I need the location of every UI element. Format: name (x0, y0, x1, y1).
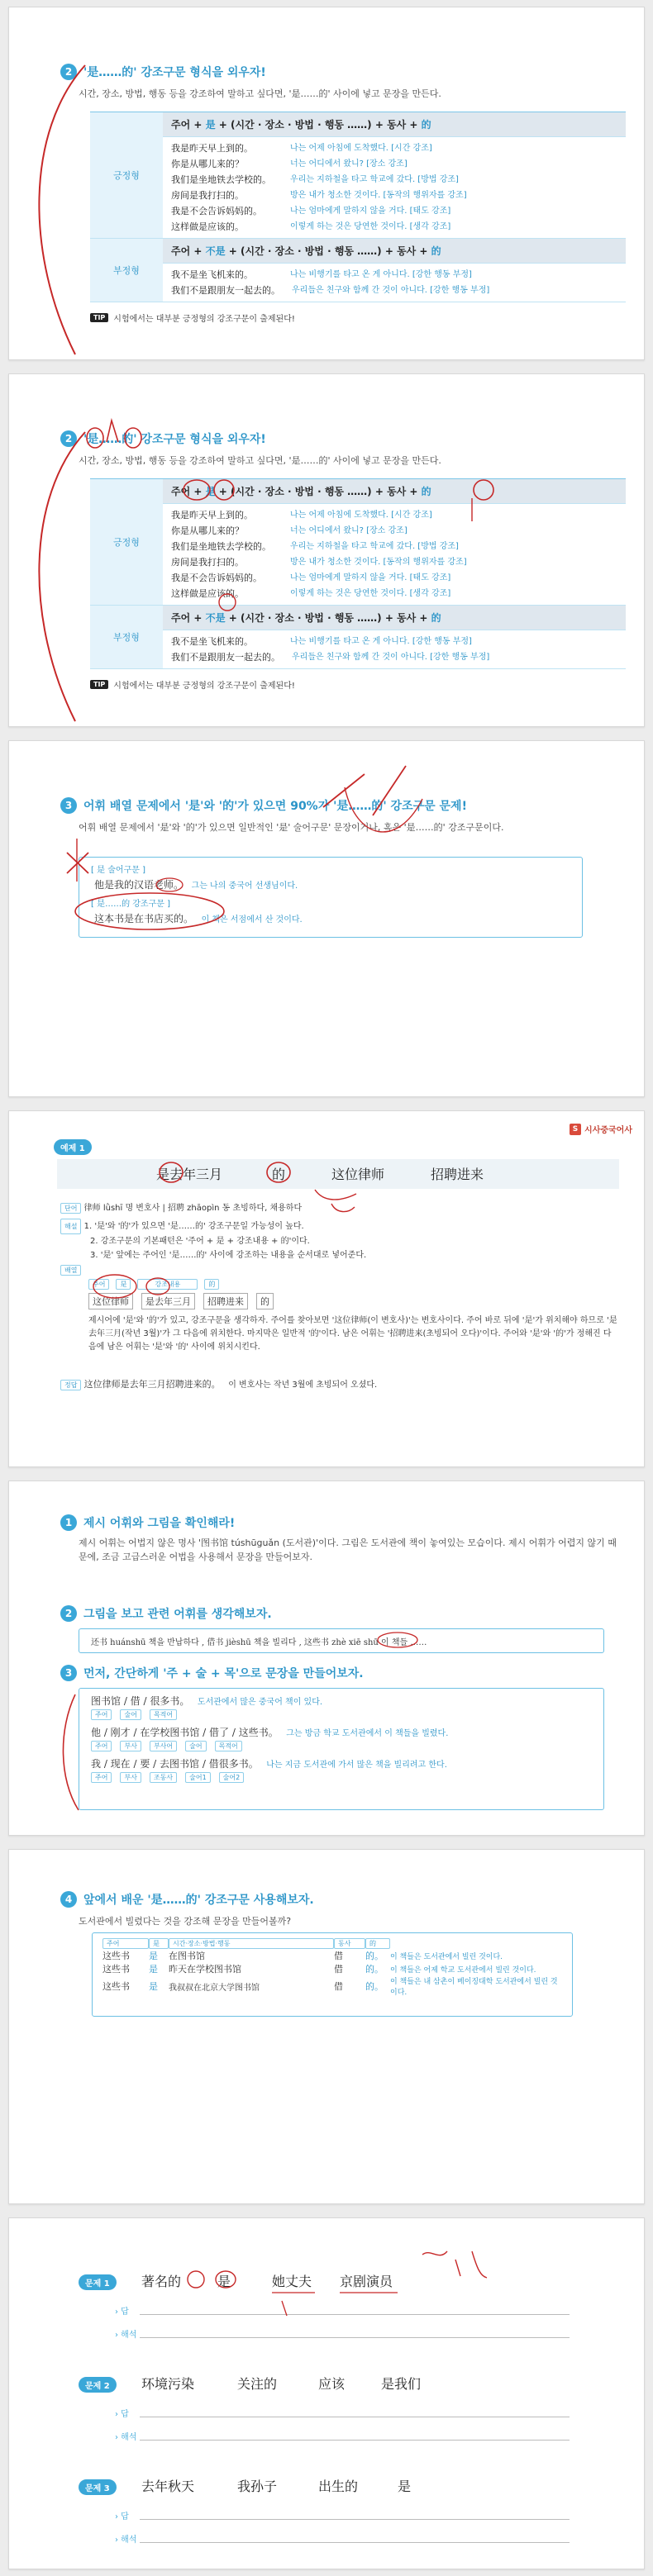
example-row: 我是昨天早上到的。 나는 어제 아침에 도착했다. [시간 강조] (171, 143, 432, 154)
tip-note: TIP 시험에서는 대부분 긍정형의 강조구문이 출제된다! (90, 311, 295, 324)
positive-label: 긍정형 (90, 479, 163, 606)
example-row: 你是从哪儿来的？ 너는 어디에서 왔니? [장소 강조] (171, 159, 408, 169)
section-title: '是……的' 강조구문 형식을 외우자! (83, 433, 266, 446)
example-zh-2: 这本书是在书店买的。 (94, 913, 194, 924)
question-badge: 문제 2 (79, 2377, 117, 2393)
step2-heading: 2 그림을 보고 관련 어휘를 생각해보자. (60, 1605, 272, 1622)
section4-heading: 4 앞에서 배운 '是……的' 강조구문 사용해보자. (60, 1891, 314, 1908)
word-chip: 去年秋天 (141, 2479, 195, 2494)
example-row: 我是不会告诉妈妈的。 나는 엄마에게 말하지 않을 거다. [태도 강조] (171, 206, 451, 216)
step1-desc: 제시 어휘는 어법지 않은 명사 '图书馆 túshūguǎn (도서관)'이다. 그림은 도서관에 책이 놓여있는 모습이다. 제시 어휘가 어렵지 않기 때문에, 조금 고급스러운 어법을 사용해서 문장을 만들어보자. (79, 1538, 617, 1563)
order-diagram: 배열 주어 是 강조내용 的 这位律师 是去年三月 招聘进来 的 (60, 1265, 274, 1309)
section-desc: 시간, 장소, 방법, 행동 등을 강조하여 말하고 싶다면, '是……的' 사이에 넣고 문장을 만든다. (79, 88, 441, 99)
word-chip: 她丈夫 (272, 2274, 312, 2289)
explain-label: › 해석 (115, 2331, 137, 2340)
diagram-tag: 的 (204, 1279, 219, 1290)
sentence-row: 我 / 现在 / 要 / 去图书馆 / 借很多书。 나는 지금 도서관에 가서 많은 책을 빌리려고 한다. 주어 부사 조동사 술어1 술어2 (91, 1758, 447, 1781)
explanation: 제시어에 '是'와 '的'가 있고, 강조구문을 생각하자. 주어를 찾아보면 '这位律师(이 변호사)'는 변호사이다. 주어 바로 뒤에 '是'가 위치해야 하므로 '是去年三月(작년 3월)'가 그 다음에 위치한다. 마지막은 일반적 '的'이다. 남은 어휘는 '招聘进来(초빙되어 오다)'이다. 주어와 '是'와 '的'가 정해진 다음에 남은 어휘는 '是'와 '的' 사이에 위치시킨다. (88, 1316, 617, 1352)
section-heading (60, 430, 266, 447)
explain-label: › 해석 (115, 2536, 137, 2545)
example-box (79, 857, 583, 938)
example-row: 我不是坐飞机来的。 나는 비행기를 타고 온 게 아니다. [강한 행동 부정] (171, 269, 472, 280)
pattern-page-1 (8, 7, 645, 360)
negative-rows (163, 264, 626, 302)
answer-line: 정답 这位律师是去年三月招聘进来的。 이 변호사는 작년 3월에 초빙되어 오셨다. (60, 1377, 377, 1390)
pattern-table (90, 478, 626, 669)
example-row: 房间是我打扫的。 방은 내가 청소한 것이다. [동작의 행위자를 강조] (171, 557, 467, 568)
negative-label: 부정형 (90, 239, 163, 302)
diagram-tag: 강조내용 (137, 1279, 198, 1290)
word-chip: 环境污染 (141, 2376, 195, 2392)
section-desc: 시간, 장소, 방법, 행동 등을 강조하여 말하고 싶다면, '是……的' 사이에 넣고 문장을 만든다. (79, 455, 441, 466)
positive-label: 긍정형 (90, 112, 163, 239)
sentence-row: 图书馆 / 借 / 很多书。 도서관에서 많은 중국어 책이 있다. 주어 술어 목적어 (91, 1695, 323, 1718)
example-badge: 예제 1 (54, 1139, 92, 1155)
example-ko-1: 그는 나의 중국어 선생님이다. (191, 882, 298, 891)
negative-label: 부정형 (90, 606, 163, 669)
section4-page (8, 1849, 645, 2204)
word-chip: 招聘进来 (431, 1167, 484, 1182)
publisher-logo: S 시사중국어사 (570, 1123, 632, 1135)
example-row: 我们不是跟朋友一起去的。 우리들은 친구와 함께 간 것이 아니다. [강한 행동 부정] (171, 285, 490, 296)
step1-heading: 1 제시 어휘와 그림을 확인해라! (60, 1514, 235, 1531)
pattern-grid: 주어 是 시간·장소·방법·행동 동사 的 这些书 是 在图书馆 借 的。 이 책들은 도서관에서 빌린 것이다. 这些书 是 昨天在学校图书馆 借 的。 이 책들은 어제 학교 도서관에서 빌린 것이다. 这些书 是 我叔叔在北京大学图书馆 借 的。 이 책들은 내 삼촌이 베이징대학 도서관에서 빌린 것이다. (102, 1940, 558, 1997)
pattern-page-2 (8, 373, 645, 727)
word-chip: 是我们 (381, 2376, 422, 2392)
vocab-box: 还书 huánshū 책을 반납하다 , 借书 jièshū 책을 빌리다 , 这些书 zhè xiē shū 이 책들 …… (79, 1628, 604, 1653)
section4-desc: 도서관에서 빌렸다는 것을 강조해 문장을 만들어볼까? (79, 1916, 292, 1927)
positive-formula: 주어 + 是 + (시간 · 장소 · 방법 · 행동 ……) + 동사 + 的 (163, 112, 626, 137)
steps-page (8, 1480, 645, 1836)
solve-steps: 해설 1. '是'와 '的'가 있으면 '是……的' 강조구문일 가능성이 높다. 2. 강조구문의 기본패턴은 '주어 + 是 + 강조내용 + 的'이다. 3. '是' 앞에는 주어인 '是……的' 사이에 강조하는 내용을 순서대로 넣어준다. (60, 1219, 366, 1262)
sentence-row: 他 / 刚才 / 在学校图书馆 / 借了 / 这些书。 그는 방금 학교 도서관에서 이 책들을 빌렸다. 주어 부사 부사어 술어 목적어 (91, 1727, 449, 1750)
explain-label: › 해석 (115, 2433, 137, 2442)
explain-line[interactable] (140, 2440, 570, 2441)
answer-line[interactable] (140, 2314, 570, 2315)
sentence-box (79, 1688, 604, 1810)
section3-page (8, 740, 645, 1097)
answer-line[interactable] (140, 2519, 570, 2520)
word-chip: 这位律师 (331, 1167, 385, 1182)
diagram-tag: 是 (116, 1279, 131, 1290)
example-row: 我是昨天早上到的。 나는 어제 아침에 도착했다. [시간 강조] (171, 510, 432, 520)
example-row: 我不是坐飞机来的。 나는 비행기를 타고 온 게 아니다. [강한 행동 부정] (171, 636, 472, 647)
diagram-tag: 주어 (88, 1279, 109, 1290)
explain-line[interactable] (140, 2337, 570, 2338)
example-row: 这样做是应该的。 이렇게 하는 것은 당연한 것이다. [생각 강조] (171, 221, 451, 232)
section-heading (60, 64, 266, 80)
diagram-word: 招聘进来 (203, 1293, 248, 1309)
example-row: 我们是坐地铁去学校的。 우리는 지하철을 타고 학교에 갔다. [방법 강조] (171, 541, 459, 552)
logo-mark: S (570, 1124, 581, 1135)
example-ko-2: 이 책은 서점에서 산 것이다. (201, 915, 303, 924)
negative-formula: 주어 + 不是 + (시간 · 장소 · 방법 · 행동 ……) + 동사 + 的 (163, 606, 626, 630)
step3-heading: 3 먼저, 간단하게 '주 + 술 + 목'으로 문장을 만들어보자. (60, 1665, 364, 1681)
section-number: 3 (60, 797, 77, 814)
positive-rows (163, 504, 626, 606)
handwritten-annotations (9, 2218, 645, 2569)
word-chip: 出生的 (318, 2479, 359, 2494)
box-label-1: [ 是 술어구문 ] (91, 866, 145, 875)
negative-rows (163, 630, 626, 669)
answer-label: › 답 (115, 2512, 129, 2521)
positive-rows (163, 137, 626, 239)
pattern-box (92, 1932, 573, 2017)
example-zh-1: 他是我的汉语老师。 (94, 879, 184, 891)
word-chip: 应该 (318, 2376, 346, 2392)
example-row: 我是不会告诉妈妈的。 나는 엄마에게 말하지 않을 거다. [태도 강조] (171, 573, 451, 583)
example-row: 你是从哪儿来的？ 너는 어디에서 왔니? [장소 강조] (171, 525, 408, 536)
tip-badge: TIP (90, 680, 108, 689)
word-chip: 著名的 (141, 2274, 182, 2289)
word-chip: 我孙子 (237, 2479, 278, 2494)
section-number: 2 (60, 64, 77, 80)
tip-note: TIP 시험에서는 대부분 긍정형의 강조구문이 출제된다! (90, 678, 295, 691)
word-chip: 是 (217, 2274, 231, 2289)
example-row: 我们不是跟朋友一起去的。 우리들은 친구와 함께 간 것이 아니다. [강한 행동 부정] (171, 652, 490, 663)
vocab-line: 단어 律师 lǜshī 명 변호사 | 招聘 zhāopìn 동 초빙하다, 채용하다 (60, 1200, 302, 1214)
answer-label: › 답 (115, 2307, 129, 2317)
example-row: 房间是我打扫的。 방은 내가 청소한 것이다. [동작의 행위자를 강조] (171, 190, 467, 201)
section-title: 어휘 배열 문제에서 '是'와 '的'가 있으면 90%가 '是……的' 강조구문 문제! (83, 800, 467, 813)
word-chip: 的 (272, 1167, 286, 1182)
negative-formula: 주어 + 不是 + (시간 · 장소 · 방법 · 행동 ……) + 동사 + 的 (163, 239, 626, 264)
example-row: 这样做是应该的。 이렇게 하는 것은 당연한 것이다. [생각 강조] (171, 588, 451, 599)
positive-formula: 주어 + 是 + (시간 · 장소 · 방법 · 행동 ……) + 동사 + 的 (163, 479, 626, 504)
section-number: 2 (60, 430, 77, 447)
word-chip: 关注的 (237, 2376, 278, 2392)
word-chip: 京剧演员 (340, 2274, 393, 2289)
word-chip: 是 (398, 2479, 412, 2494)
pattern-table (90, 112, 626, 302)
answer-label: › 답 (115, 2410, 129, 2419)
example1-page (8, 1110, 645, 1467)
section-desc: 어휘 배열 문제에서 '是'와 '的'가 있으면 일반적인 '是' 술어구문' 문장이거나, 혹은 '是……的' 강조구문이다. (79, 822, 504, 833)
diagram-word: 的 (256, 1293, 274, 1309)
practice-page (8, 2217, 645, 2569)
section-title: '是……的' 강조구문 형식을 외우자! (83, 66, 266, 79)
diagram-word: 是去年三月 (141, 1293, 195, 1309)
question-badge: 문제 3 (79, 2479, 117, 2495)
box-label-2: [ 是……的 강조구문 ] (91, 900, 170, 909)
example-badge-wrap (54, 1139, 92, 1155)
tip-badge: TIP (90, 313, 108, 322)
word-chip: 是去年三月 (156, 1167, 223, 1182)
example-row: 我们是坐地铁去学校的。 우리는 지하철을 타고 학교에 갔다. [방법 강조] (171, 174, 459, 185)
section-heading (60, 797, 467, 814)
question-badge: 문제 1 (79, 2274, 117, 2290)
diagram-word: 这位律师 (88, 1293, 133, 1309)
explain-line[interactable] (140, 2542, 570, 2543)
